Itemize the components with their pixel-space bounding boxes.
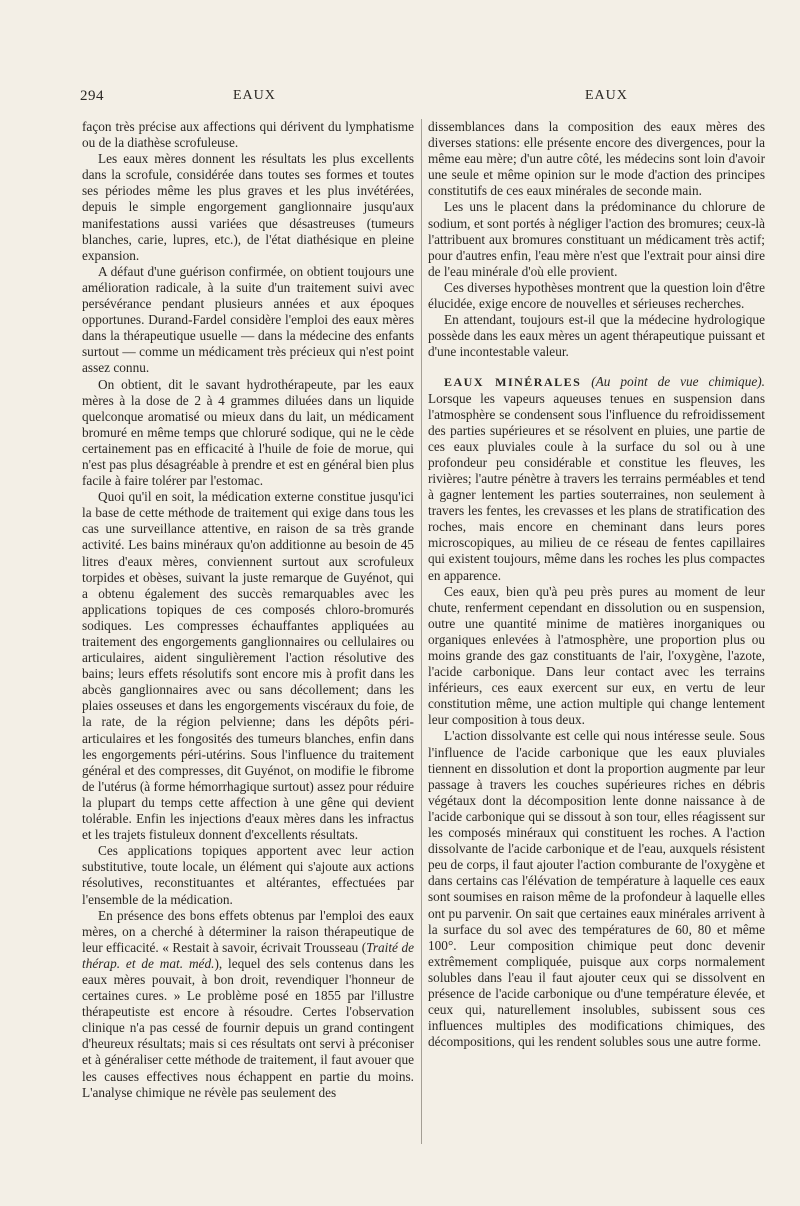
paragraph-text: En présence des bons effets obtenus par l'emploi des eaux mères, on a cherché à déterminer la raison thérapeutique de leur efficacité. « Restait à savoir, écrivait Trousseau ( <box>82 907 414 955</box>
paragraph: Ces diverses hypothèses montrent que la question loin d'être élucidée, exige encore de nouvelles et sérieuses recherches. <box>428 279 765 312</box>
paragraph: En attendant, toujours est-il que la médecine hydrologique possède dans les eaux mères un agent thérapeutique puissant et d'une incontestable valeur. <box>428 312 765 360</box>
paragraph-text: ), lequel des sels contenus dans les eaux mères pouvait, à bon droit, revendiquer l'honneur de certaines cures. » Le problème posé en 1855 par l'illustre thérapeutiste est encore à résoudre. Certes l'observation clinique n'a pas cessé de fournir depuis un grand contingent d'heureux résultats; mais si ces résultats ont servi à préconiser et à généraliser cette méthode de traitement, il faut avouer que les causes effectives nous échappent en partie du moins. L'analyse chimique ne révèle pas seulement des <box>82 955 414 1100</box>
entry-paragraph <box>428 374 765 583</box>
paragraph: Les eaux mères donnent les résultats les plus excellents dans la scrofule, considérée dans toutes ses formes et toutes ses périodes même les plus graves et les plus invétérées, depuis le simple engorgement ganglionnaire jusqu'aux manifestations aussi variées que désastreuses (tumeurs blanches, carie, lupres, etc.), de l'état diathésique en pleine expansion. <box>82 151 414 263</box>
right-column <box>428 119 765 1050</box>
paragraph: Quoi qu'il en soit, la médication externe constitue jusqu'ici la base de cette méthode de traitement qui exige dans tous les cas une surveillance attentive, en raison de sa très grande activité. Les bains minéraux qu'on additionne au besoin de 45 litres d'eaux mères, conviennent surtout aux scrofuleux torpides et obèses, suivant la juste remarque de Guyénot, qui a obtenu également des succès remarquables avec les applications topiques de ces composés chloro-bromurés sodiques. Les compresses échauffantes appliquées au traitement des engorgements ganglionnaires ou cellulaires ou articulaires, aident singulièrement l'action résolutive des bains; leurs effets résolutifs sont encore mis à profit dans les abcès ganglionnaires avec ou sans décollement; dans les plaies osseuses et dans les engorgements viscéraux du foie, de la rate, de la région pelvienne; dans les dépôts péri-articulaires et les fongosités des tumeurs blanches, enfin dans les engorgements péri-utérins. Sous l'influence du traitement général et des compresses, dit Guyénot, on modifie le fibrome de l'utérus (à forme hémorrhagique surtout) assez pour réduire la plupart du temps cette affection à une gêne qui devient tolérable. Enfin les injections d'eaux mères dans les infractus et les trajets fistuleux donnent d'excellents résultats. <box>82 489 414 843</box>
entry-heading: EAUX MINÉRALES <box>444 375 582 390</box>
paragraph <box>82 908 414 1101</box>
paragraph-text: Lorsque les vapeurs aqueuses tenues en suspension dans l'atmosphère se condensent sous l'influence du refroidissement des parties supérieures et se résolvent en pluies, une partie de ces eaux pluviales coule à la surface du sol ou à une profondeur peu considérable et constitue les fleuves, les rivières; l'autre pénètre à travers les terrains perméables et tend à gagner lentement les parties souterraines, non seulement à travers les fentes, les crevasses et les plans de stratification des roches, mais encore en cheminant dans leurs pores microscopiques, au milieu de ce réseau de fentes capillaires qui existent toujours, même dans les roches les plus compactes en apparence. <box>428 390 765 583</box>
paragraph: L'action dissolvante est celle qui nous intéresse seule. Sous l'influence de l'acide carbonique que les eaux pluviales tiennent en dissolution et dont la proportion augmente par leur passage à travers les couches supérieures riches en débris végétaux dont la décomposition lente donne naissance à de l'acide carbonique qui se dissout à son tour, elles réagissent sur les composés minéraux qui constituent les roches. A l'action dissolvante de l'acide carbonique et de l'eau, auxquels résistent peu de corps, il faut ajouter l'action comburante de l'oxygène et dans certains cas l'élévation de température à laquelle ces eaux sont soumises en raison même de la profondeur à laquelle elles ont pu parvenir. On sait que certaines eaux minérales arrivent à la surface du sol avec des températures de 60, 80 et même 100°. Leur composition chimique peut donc devenir extrêmement compliquée, puisque aux corps normalement solubles dans l'eau il faut ajouter ceux qui se dissolvent en présence de l'acide carbonique ou d'une température élevée, et ceux qui, naturellement insolubles, subissent sous ces influences multiples des modifications chimiques, des décompositions, qui les rendent solubles sous une autre forme. <box>428 728 765 1050</box>
citation-title: Traité de thérap. et de mat. méd. <box>82 939 414 971</box>
paragraph: Les uns le placent dans la prédominance du chlorure de sodium, et sont portés à négliger l'action des bromures; ceux-là l'attribuent aux bromures constituant un médicament très actif; pour d'autres enfin, l'eau mère n'est que l'extrait pour ainsi dire de l'eau minérale d'où elle provient. <box>428 199 765 279</box>
paragraph: Ces eaux, bien qu'à peu près pures au moment de leur chute, renferment cependant en dissolution ou en suspension, outre une quantité minime de matières inorganiques ou organiques enlevées à l'atmosphère, une proportion plus ou moins grande des gaz constituants de l'air, l'oxygène, l'azote, l'acide carbonique. Dans leur contact avec les terrains inférieurs, ces eaux exercent sur eux, en vertu de leur constitution même, une action multiple qui change lentement leur composition à tous deux. <box>428 583 765 728</box>
column-divider <box>421 119 422 1144</box>
left-column <box>82 119 414 1101</box>
paragraph: On obtient, dit le savant hydrothérapeute, par les eaux mères à la dose de 2 à 4 grammes diluées dans un liquide quelconque aromatisé ou mieux dans du lait, un médicament bromuré en même temps que chloruré sodique, qui ne le cède certainement pas en efficacité à l'huile de foie de morue, qui n'est pas plus désagréable à prendre et est en général bien plus facile à faire tolérer par l'estomac. <box>82 376 414 489</box>
left-running-head: EAUX <box>233 88 276 103</box>
page-header <box>80 88 742 108</box>
paragraph: Ces applications topiques apportent avec leur action substitutive, toute locale, un élément qui s'ajoute aux actions résolutives, reconstituantes et altérantes, effectuées par l'ensemble de la médication. <box>82 843 414 907</box>
page-number: 294 <box>80 88 104 104</box>
right-running-head: EAUX <box>585 88 628 103</box>
paragraph: façon très précise aux affections qui dérivent du lymphatisme ou de la diathèse scrofuleuse. <box>82 119 414 151</box>
paragraph: A défaut d'une guérison confirmée, on obtient toujours une amélioration radicale, à la suite d'un traitement suivi avec persévérance pendant plusieurs années et aux époques opportunes. Durand-Fardel considère l'emploi des eaux mères dans la thérapeutique usuelle — dans la médecine des enfants surtout — comme un médicament très précieux qui n'est point assez connu. <box>82 263 414 376</box>
paragraph: dissemblances dans la composition des eaux mères des diverses stations: elle présente encore des divergences, pour la même eau mère; d'un autre côté, les médecins sont loin d'avoir une seule et même opinion sur le mode d'action des principes constitutifs de ces eaux minérales de seconde main. <box>428 119 765 199</box>
entry-subheading: (Au point de vue chimique). <box>591 374 765 390</box>
